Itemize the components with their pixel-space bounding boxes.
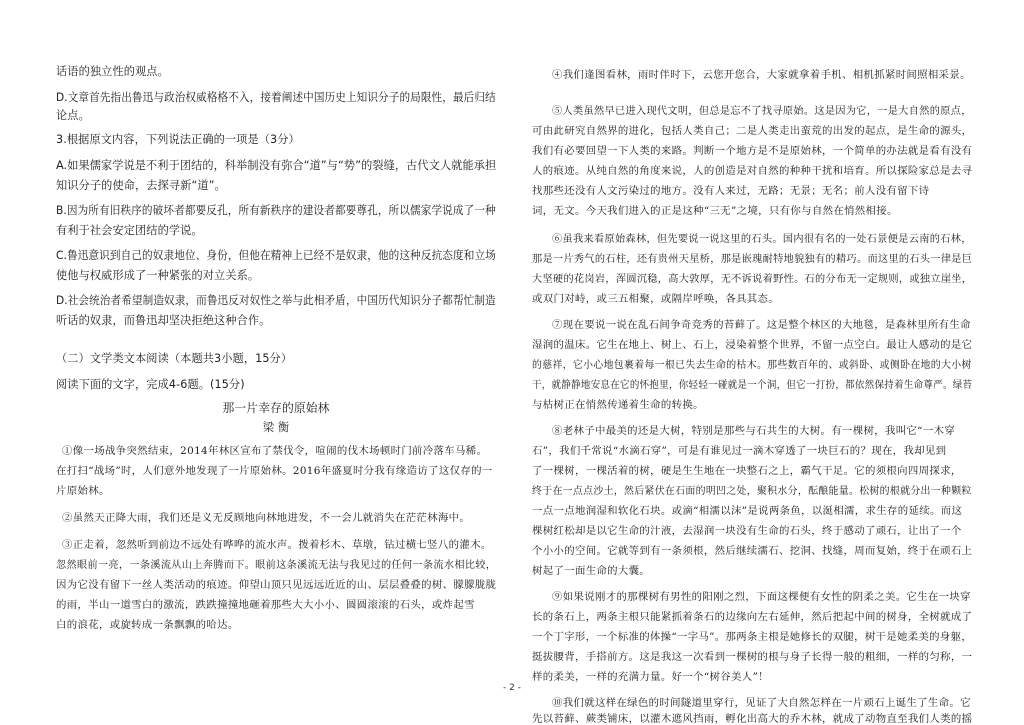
option-a-cont: 知识分子的使命，去探寻新“道”。 (56, 179, 226, 192)
story-line: 那是一片秀气的石柱，还有贵州天星桥，那是嵌瑰耐特地貌独有的精巧。而这里的石头一律是巨 (532, 253, 973, 265)
option-a: A.如果儒家学说是不利于团结的，科举制没有弥合“道”与“势”的裂缝，古代文人就能承担 (56, 159, 497, 172)
text-line: 话语的独立性的观点。 (56, 65, 169, 78)
story-line: 因为它没有留下一丝人类活动的痕迹。仰望山顶只见远远近近的山、层层叠叠的树、朦朦胧胧 (56, 579, 496, 591)
story-line: ④我们逢图看林，雨时伴时下，云您开您合，大家就拿着手机、相机抓紧时间照相采景。 (552, 69, 971, 81)
question-3-stem: 3.根据原文内容，下列说法正确的一项是（3分） (56, 133, 300, 146)
story-line: 或双门对峙，或三五相聚，或隔岸呼唤，各具其态。 (532, 293, 780, 305)
story-line: 了一棵树，一棵活着的树，硬是生生地在一块整石之上，霸气干足。它的须根向四周探求， (532, 465, 962, 477)
story-title: 那一片幸存的原始林 (222, 401, 330, 415)
story-line: ②虽然天正降大雨，我们还是义无反顾地向林地进发，不一会儿就消失在茫茫林海中。 (62, 512, 471, 524)
text-line: 论点。 (56, 109, 90, 122)
story-line: 白的浪花，或旋转成一条飘飘的哈达。 (56, 619, 239, 631)
story-line: 片原始林。 (56, 485, 110, 497)
story-line: 在打扫“战场”时，人们意外地发现了一片原始林。2016年盛夏时分我有缘造访了这仅存的一 (56, 465, 493, 477)
story-line: 可由此研究自然界的进化，包括人类自己；二是人类走出蛮荒的出发的起点，是生命的源头， (532, 125, 972, 137)
story-line: 与枯树正在悄然传递着生命的转换。 (532, 399, 704, 411)
story-line: 长的条石上，两条主根只能紧抓着条石的边缘向左右延伸，然后把起中间的树身，全树就成了 (532, 611, 972, 623)
story-line: ⑦现在要说一说在乱石间争奇竞秀的苔藓了。这是整个林区的大地毯，是森林里所有生命 (552, 319, 971, 331)
story-line: 的慈祥，它小心地包裹着每一根已失去生命的枯木。那些数百年的、或斜卧、或侧卧在地的大小树 (532, 359, 972, 371)
story-line: ③正走着，忽然听到前边不远处有哗哗的流水声。拨着杉木、草墩，钻过横七竖八的灌木。 (62, 539, 492, 551)
story-line: 终于在一点点沙土，然后紧伏在石面的明凹之处，聚积水分，酝酿能量。松树的根就分出一种颗粒 (532, 485, 972, 497)
story-author: 梁 衡 (262, 421, 290, 434)
text-line: D.文章首先指出鲁迅与政治权威格格不入，接着阐述中国历史上知识分子的局限性，最后归结 (56, 91, 496, 104)
story-line: 干，就静静地安息在它的怀抱里，你轻轻一碰就是一个洞，但它一打扮，都依然保持着生命尊严。绿苔 (532, 379, 973, 391)
story-line: 个小小的空间。它就等到有一条须根，然后继续濡石、挖洞、找缝，周而复始，终于在顽石上 (532, 545, 972, 557)
story-line: 一个丁字形，一个标准的体操“一字马”。那两条主根是她修长的双腿，树干是她柔美的身躯， (532, 631, 973, 643)
option-d-cont: 听话的奴隶，而鲁迅却坚决拒绝这种合作。 (56, 314, 271, 327)
story-line: 词，无文。今天我们进入的正是这种“三无”之境，只有你与自然在悄然相接。 (532, 205, 898, 217)
story-line: 挺拔腰背，手搭前方。这是我这一次看到一棵树的根与身子长得一般的粗细，一样的匀称，一 (532, 651, 972, 663)
option-b-cont: 有利于社会安定团结的学说。 (56, 224, 203, 237)
story-line: ⑧老林子中最美的还是大树，特别是那些与石共生的大树。有一棵树，我叫它“一木穿 (552, 425, 956, 437)
story-line: ⑤人类虽然早已进入现代文明，但总是忘不了找寻原始。这是因为它，一是大自然的原点， (552, 105, 972, 117)
story-line: 大坚硬的花岗岩，浑圆沉稳，高大敦厚，无不诉说着野性。石的分布无一定规则，或独立崖坐， (532, 273, 973, 285)
page-number: - 2 - (503, 683, 521, 693)
story-line: 树起了一面生命的大囊。 (532, 565, 651, 577)
option-c-cont: 使他与权威形成了一种紧张的对立关系。 (56, 269, 260, 282)
section-heading: （二）文学类文本阅读（本题共3小题，15分） (56, 352, 293, 365)
reading-instruction: 阅读下面的文字，完成4-6题。(15分) (56, 378, 245, 391)
story-line: 一点一点地润湿和软化石块。或滴“相濡以沫”是说两条鱼，以涎相濡，求生存的延续。而这 (532, 505, 963, 517)
story-line: 先以苔藓、蕨类铺床，以灌木遮风挡雨，孵化出高大的乔木林，就成了动物直至我们人类的摇 (532, 713, 972, 725)
story-line: ①像一场战争突然结束，2014年林区宣布了禁伐令，喧闹的伐木场顿时门前冷落车马稀。 (62, 445, 488, 457)
story-line: 找那些还没有人文污染过的地方。没有人来过，无路；无景；无名；前人没有留下诗 (532, 185, 930, 197)
story-line: 的雨，半山一道雪白的激流，跌跌撞撞地砸着那些大大小小、圆圆滚滚的石头，或炸起雪 (56, 599, 475, 611)
story-line: ⑨如果说刚才的那棵树有男性的阳刚之烈，下面这棵便有女性的阴柔之美。它生在一块穿 (552, 591, 971, 603)
story-line: 人的痕迹。从纯自然的角度来说，人的创造是对自然的种种干扰和培育。所以探险家总是去寻 (532, 165, 972, 177)
option-b: B.因为所有旧秩序的破坏者都要反孔，所有新秩序的建设者都要尊孔，所以儒家学说成了一种 (56, 204, 496, 217)
option-d: D.社会统治者希望制造奴隶，而鲁迅反对奴性之举与此相矛盾，中国历代知识分子都帮忙制造 (56, 294, 496, 307)
story-line: 棵树红松却是以它生命的汁液，去湿润一块没有生命的石头，终于感动了顽石，让出了一个 (532, 525, 962, 537)
story-line: 我们有必要回望一下人类的来路。判断一个地方是不是原始林，一个简单的办法就是看有没有 (532, 145, 972, 157)
story-line: 忽然眼前一亮，一条溪流从山上奔腾而下。眼前这条溪流无法与我见过的任何一条流水相比较， (56, 559, 497, 571)
story-line: ⑥虽我来看原始森林，但先要说一说这里的石头。国内很有名的一处石景便是云南的石林， (552, 233, 972, 245)
story-line: 石”，我们千常说“水滴石穿”，可是有谁见过一滴木穿透了一块巨石的？现在，我却见到 (532, 445, 947, 457)
option-c: C.鲁迅意识到自己的奴隶地位、身份，但他在精神上已经不是奴隶，他的这种反抗态度和立场 (56, 249, 496, 262)
story-line: ⑩我们就这样在绿色的时间隧道里穿行，见证了大自然怎样在一片顽石上诞生了生命。它 (552, 697, 971, 709)
story-line: 湿润的温床。它生在地上、树上、石上，浸染着整个世界，不留一点空白。最让人感动的是它 (532, 339, 972, 351)
story-line: 样的柔美，一样的充满力量。好一个“树谷美人”！ (532, 671, 769, 683)
